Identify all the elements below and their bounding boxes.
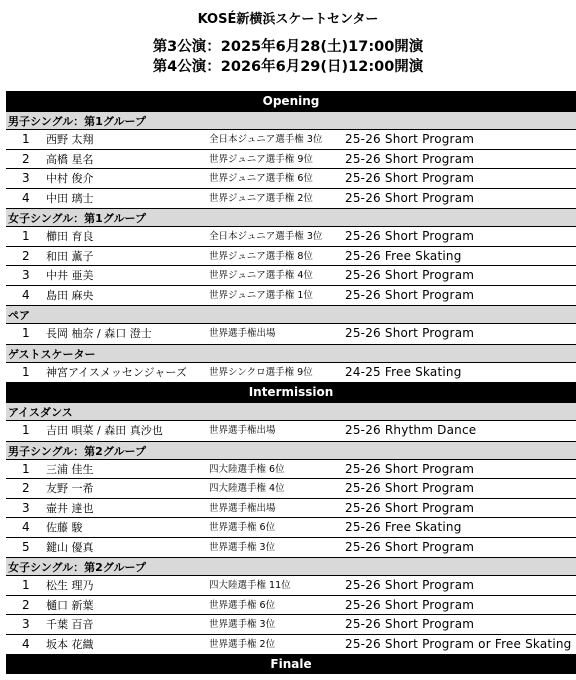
skater-row	[6, 499, 576, 519]
venue-title: KOSÉ新横浜スケートセンター	[197, 12, 379, 27]
category-header: アイスダンス	[6, 402, 576, 421]
category-header: 男子シングル：第1グループ	[6, 111, 576, 130]
skater-name: 佐藤 駿	[46, 521, 83, 534]
skater-name: 壷井 達也	[46, 501, 94, 515]
skater-name: 中井 亜美	[46, 269, 94, 282]
skater-achievement: 世界選手権 3位	[209, 619, 276, 630]
skater-order: 1	[22, 423, 30, 437]
skater-order: 4	[22, 190, 30, 205]
skater-order: 2	[22, 597, 30, 612]
skater-program: 25-26 Short Program	[345, 326, 475, 340]
skater-name: 高橋 星名	[46, 152, 94, 166]
skater-order: 2	[22, 248, 30, 263]
skater-achievement: 世界選手権 2位	[209, 638, 276, 650]
skater-row	[6, 363, 576, 383]
skater-order: 5	[22, 539, 30, 554]
skater-program: 24-25 Free Skating	[345, 364, 462, 379]
skater-program: 25-26 Short Program	[345, 151, 475, 166]
skater-program: 25-26 Short Program	[345, 190, 475, 205]
schedule-table	[6, 91, 576, 674]
performance-4: 第4公演：2026年6月29(日)12:00開演	[152, 59, 424, 75]
skater-order: 1	[22, 364, 30, 379]
skater-achievement: 世界選手権出場	[209, 425, 276, 436]
skater-order: 1	[22, 229, 30, 243]
skater-row	[6, 266, 576, 286]
skater-order: 1	[22, 326, 30, 340]
skater-order: 4	[22, 287, 30, 302]
category-header: 男子シングル：第2グループ	[6, 441, 576, 460]
skater-row	[6, 635, 576, 655]
skater-program: 25-26 Short Program	[345, 287, 475, 302]
skater-program: 25-26 Short Program	[345, 481, 475, 495]
skater-name: 坂本 花織	[46, 637, 94, 651]
skater-order: 3	[22, 617, 30, 631]
skater-row	[6, 286, 576, 306]
skater-achievement: 世界ジュニア選手権 6位	[209, 173, 313, 184]
category-header: ゲストスケーター	[6, 344, 576, 363]
skater-name: 松生 理乃	[46, 579, 94, 592]
skater-program: 25-26 Short Program or Free Skating	[345, 636, 572, 651]
skater-program: 25-26 Short Program	[345, 617, 475, 631]
performance-3: 第3公演：2025年6月28(土)17:00開演	[152, 39, 424, 55]
skater-achievement: 世界ジュニア選手権 9位	[209, 153, 313, 165]
skater-row	[6, 247, 576, 267]
skater-program: 25-26 Short Program	[345, 132, 475, 146]
skater-row	[6, 460, 576, 480]
skater-row	[6, 518, 576, 538]
skater-program: 25-26 Rhythm Dance	[345, 423, 477, 437]
skater-order: 1	[22, 132, 30, 146]
skater-program: 25-26 Short Program	[345, 171, 475, 185]
skater-program: 25-26 Free Skating	[345, 520, 462, 534]
skater-program: 25-26 Free Skating	[345, 248, 462, 263]
skater-row	[6, 150, 576, 170]
skater-achievement: 全日本ジュニア選手権 3位	[209, 231, 323, 242]
skater-name: 樋口 新葉	[46, 598, 94, 612]
category-header: 女子シングル：第2グループ	[6, 557, 576, 576]
skater-name: 鍵山 優真	[46, 540, 94, 554]
skater-order: 1	[22, 461, 30, 476]
skater-program: 25-26 Short Program	[345, 461, 475, 476]
skater-row	[6, 479, 576, 499]
skater-name: 友野 一希	[46, 482, 94, 495]
skater-name: 西野 太翔	[46, 133, 94, 146]
skater-row	[6, 421, 576, 441]
skater-order: 4	[22, 520, 30, 534]
skater-name: 中田 璃士	[46, 191, 94, 205]
skater-program: 25-26 Short Program	[345, 229, 475, 243]
skater-order: 2	[22, 481, 30, 495]
skater-name: 長岡 柚奈 / 森口 澄士	[46, 327, 152, 340]
category-header: ペア	[6, 305, 576, 324]
skater-achievement: 世界ジュニア選手権 2位	[209, 192, 313, 204]
skater-row	[6, 596, 576, 616]
skater-achievement: 世界選手権出場	[209, 502, 276, 514]
skater-achievement: 全日本ジュニア選手権 3位	[209, 134, 323, 145]
section-bar-intermission: Intermission	[6, 382, 576, 402]
skater-achievement: 世界ジュニア選手権 8位	[209, 250, 313, 262]
skater-name: 和田 薫子	[46, 249, 94, 263]
skater-order: 2	[22, 151, 30, 166]
section-bar-opening: Opening	[6, 91, 576, 111]
skater-program: 25-26 Short Program	[345, 578, 475, 592]
skater-program: 25-26 Short Program	[345, 268, 475, 282]
skater-program: 25-26 Short Program	[345, 500, 475, 515]
skater-row	[6, 169, 576, 189]
skater-order: 1	[22, 578, 30, 592]
skater-order: 3	[22, 500, 30, 515]
skater-order: 3	[22, 268, 30, 282]
skater-achievement: 世界選手権 6位	[209, 522, 276, 533]
skater-achievement: 四大陸選手権 4位	[209, 483, 285, 494]
skater-name: 千葉 百音	[46, 618, 94, 631]
skater-name: 櫛田 育良	[46, 230, 94, 243]
category-header: 女子シングル：第1グループ	[6, 208, 576, 227]
skater-row	[6, 130, 576, 150]
skater-achievement: 四大陸選手権 6位	[209, 463, 285, 475]
skater-row	[6, 189, 576, 209]
skater-achievement: 世界選手権出場	[209, 328, 276, 339]
skater-name: 吉田 唄菜 / 森田 真沙也	[46, 424, 163, 437]
skater-name: 三浦 佳生	[46, 462, 94, 476]
skater-achievement: 世界シンクロ選手権 9位	[209, 366, 313, 378]
skater-program: 25-26 Short Program	[345, 539, 475, 554]
section-bar-finale: Finale	[6, 654, 576, 674]
skater-row	[6, 227, 576, 247]
skater-program: 25-26 Short Program	[345, 597, 475, 612]
skater-achievement: 世界選手権 6位	[209, 599, 276, 611]
skater-row	[6, 615, 576, 635]
skater-name: 島田 麻央	[46, 288, 94, 302]
skater-achievement: 世界選手権 3位	[209, 541, 276, 553]
skater-row	[6, 324, 576, 344]
skater-achievement: 世界ジュニア選手権 1位	[209, 289, 313, 301]
skater-name: 中村 俊介	[46, 172, 94, 185]
skater-achievement: 世界ジュニア選手権 4位	[209, 270, 313, 281]
skater-achievement: 四大陸選手権 11位	[209, 580, 291, 591]
skater-row	[6, 538, 576, 558]
skater-row	[6, 576, 576, 596]
skater-order: 3	[22, 171, 30, 185]
skater-order: 4	[22, 636, 30, 651]
skater-name: 神宮アイスメッセンジャーズ	[46, 365, 187, 379]
